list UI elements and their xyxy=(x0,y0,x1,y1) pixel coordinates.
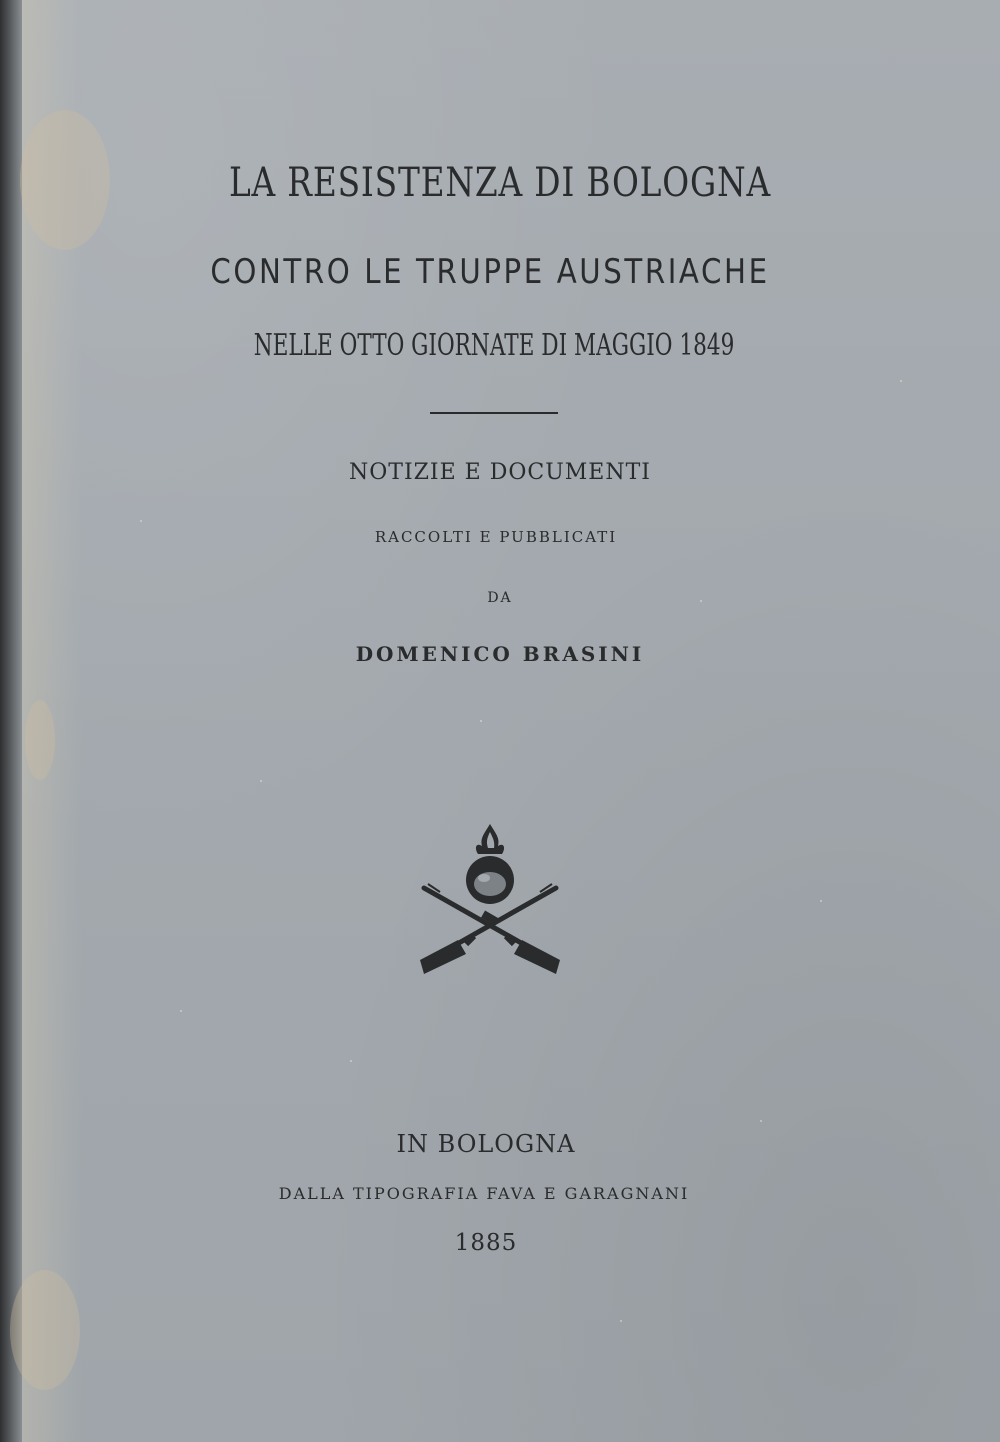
divider-rule xyxy=(430,412,558,414)
cover-subtitle-line2: NELLE OTTO GIORNATE DI MAGGIO 1849 xyxy=(253,328,735,363)
cover-by: DA xyxy=(487,590,513,606)
cover-subtitle: CONTRO LE TRUPPE AUSTRIACHE xyxy=(210,252,770,292)
crossed-rifles-grenade-icon xyxy=(410,818,570,988)
paper-speck xyxy=(260,780,262,782)
cover-printer: DALLA TIPOGRAFIA FAVA E GARAGNANI xyxy=(278,1184,690,1203)
cover-notes: NOTIZIE E DOCUMENTI xyxy=(349,460,651,485)
cover-city: IN BOLOGNA xyxy=(396,1130,576,1158)
paper-stain xyxy=(10,1270,80,1390)
cover-year: 1885 xyxy=(454,1230,518,1256)
paper-speck xyxy=(180,1010,182,1012)
cover-title: LA RESISTENZA DI BOLOGNA xyxy=(228,160,772,206)
paper-stain xyxy=(25,700,55,780)
paper-speck xyxy=(140,520,142,522)
paper-speck xyxy=(820,900,822,902)
paper-speck xyxy=(760,1120,762,1122)
paper-speck xyxy=(900,380,902,382)
paper-speck xyxy=(620,1320,622,1322)
paper-speck xyxy=(480,720,482,722)
paper-speck xyxy=(350,1060,352,1062)
spine-edge xyxy=(0,0,22,1442)
cover-author: DOMENICO BRASINI xyxy=(355,642,645,666)
cover-collected: RACCOLTI E PUBBLICATI xyxy=(374,528,618,546)
